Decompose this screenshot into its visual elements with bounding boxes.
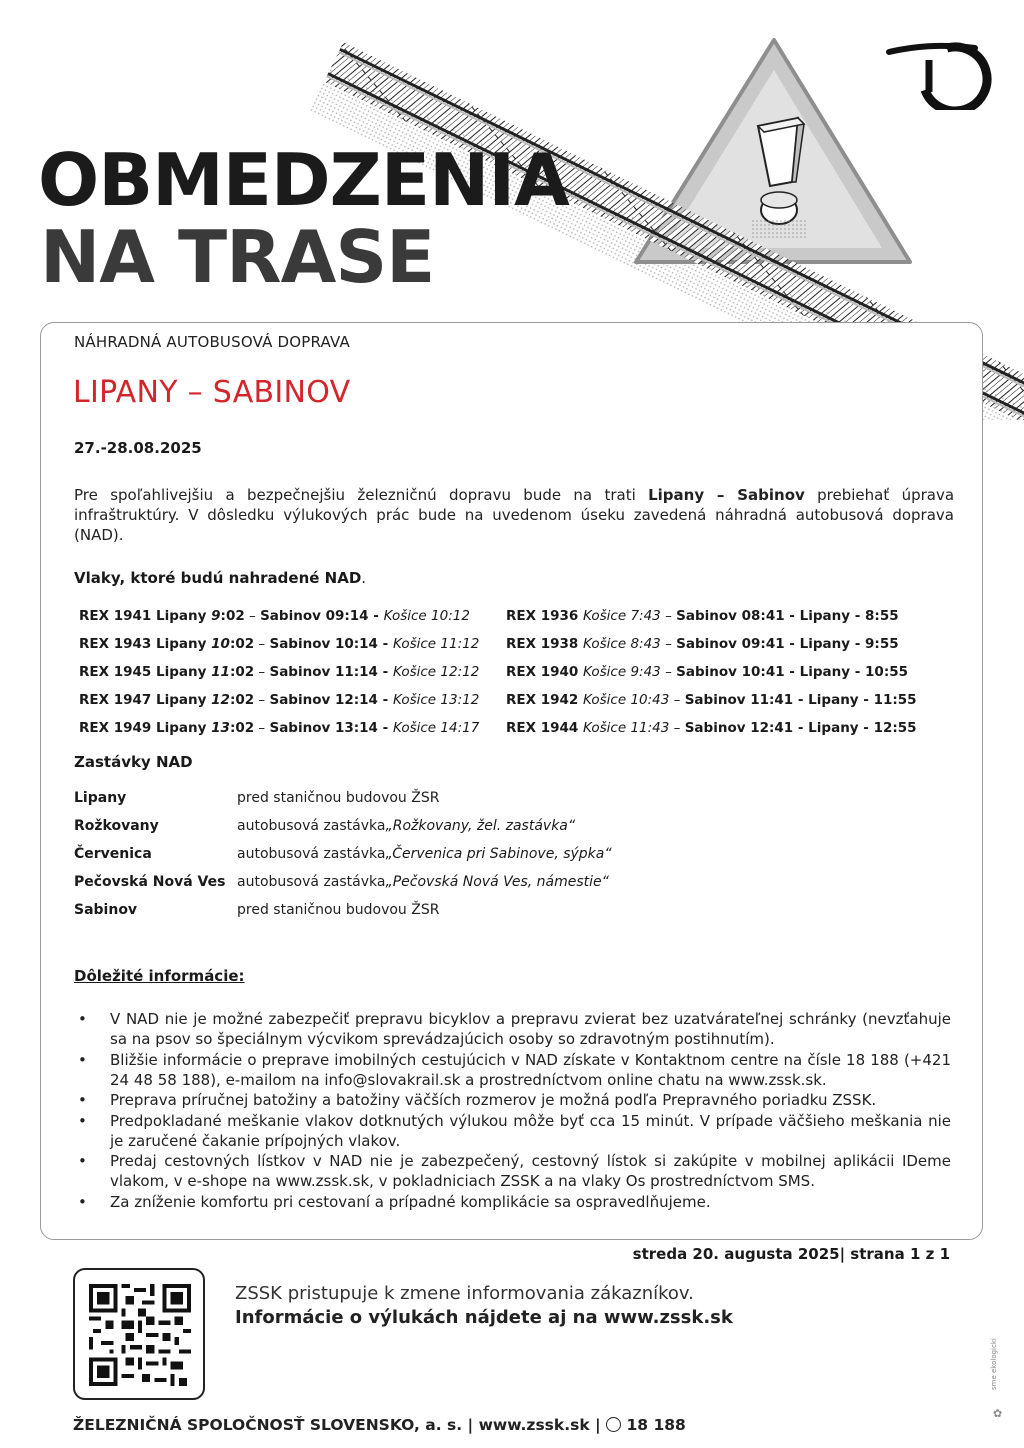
train-row [79,605,479,633]
train-sep: – [254,636,270,652]
stops-list [74,787,612,927]
info-item: • Predaj cestovných lístkov v NAD nie je zabezpečený, cestovný lístok si zakúpite v mobilnej aplikácii IDeme vlakom, v e-shope na www.zssk.sk, v pokladniciach ZSSK a na vlaky Os prostredníctvom SMS. [74,1151,951,1191]
train-kosice: Košice 13:12 [392,692,480,708]
qr-frame [73,1268,205,1400]
train-dash: - [377,636,393,652]
intro-route: Lipany – Sabinov [648,486,805,504]
page-title-line1: OBMEDZENIA [38,138,569,222]
train-row [506,689,917,717]
train-stop: Sabinov 09:14 [260,608,369,624]
train-row [506,717,917,745]
train-rest: Sabinov 09:41 - Lipany - 9:55 [676,636,899,652]
train-row [506,605,917,633]
train-stop: Sabinov 12:14 [269,692,378,708]
page-title-line2: NA TRASE [40,215,435,299]
zssk-logo-icon [885,30,995,110]
train-stop: Sabinov 13:14 [269,720,378,736]
train-dash: - [377,664,393,680]
stop-desc: pred staničnou budovou ŽSR [237,790,440,806]
notice-line1: ZSSK pristupuje k zmene informovania zákazníkov. [235,1283,694,1304]
train-number: REX 1944 [506,720,579,736]
trains-right-list [506,605,917,745]
train-row [506,661,917,689]
train-number: REX 1943 [79,636,152,652]
train-kosice: Košice 9:43 [583,664,661,680]
train-kosice: Košice 10:12 [383,608,470,624]
train-number: REX 1940 [506,664,579,680]
train-origin-hour: 12 [211,692,230,708]
date-page-label: streda 20. augusta 2025| strana 1 z 1 [632,1245,950,1263]
train-origin: Lipany [156,664,207,680]
train-number: REX 1947 [79,692,152,708]
train-origin-hour: 11 [211,664,230,680]
train-origin-min: :02 [229,720,255,736]
train-origin: Lipany [156,720,207,736]
closure-dates: 27.-28.08.2025 [74,439,202,457]
train-origin-hour: 13 [211,720,230,736]
stop-name: Rožkovany [74,818,159,834]
train-kosice: Košice 10:43 [583,692,670,708]
stop-row [74,787,612,815]
train-origin-hour: 10 [211,636,230,652]
info-item: • Bližšie informácie o preprave imobilných cestujúcich v NAD získate v Kontaktnom centre na čísle 18 188 (+421 24 48 58 188), e-mailom na info@slovakrail.sk a prostredníctvom online chatu na www.zssk.sk. [74,1050,951,1090]
intro-paragraph [74,485,954,545]
train-sep: – [660,636,677,652]
train-rest: Sabinov 08:41 - Lipany - 8:55 [676,608,899,624]
train-origin: Lipany [156,608,207,624]
stop-name: Červenica [74,846,152,862]
stop-desc: autobusová zastávka [237,818,386,834]
train-kosice: Košice 11:43 [583,720,670,736]
train-dash: - [377,720,393,736]
info-item: • Predpokladané meškanie vlakov dotknutých výlukou môže byť cca 15 minút. V prípade väčšieho meškania nie je zaručené čakanie prípojných vlakov. [74,1111,951,1151]
train-row [79,633,479,661]
train-origin-min: :02 [229,664,255,680]
train-stop: Sabinov 11:14 [269,664,378,680]
stop-desc: autobusová zastávka [237,846,386,862]
train-origin-min: :02 [229,692,255,708]
train-dash: - [368,608,384,624]
train-number: REX 1938 [506,636,579,652]
info-list [74,1009,951,1212]
train-kosice: Košice 7:43 [583,608,661,624]
eco-label: sme ekologickí [990,1338,998,1390]
info-card [40,322,983,1240]
train-sep: – [244,608,261,624]
train-sep: – [669,720,685,736]
stop-row [74,815,612,843]
stop-row [74,899,612,927]
train-rest: Sabinov 10:41 - Lipany - 10:55 [676,664,908,680]
info-heading: Dôležité informácie: [74,967,245,985]
train-sep: – [254,720,270,736]
train-origin-min: :02 [229,636,255,652]
stops-heading: Zastávky NAD [74,753,193,771]
train-number: REX 1945 [79,664,152,680]
train-sep: – [254,692,270,708]
stop-desc: pred staničnou budovou ŽSR [237,902,440,918]
train-rest: Sabinov 11:41 - Lipany - 11:55 [684,692,917,708]
train-dash: - [377,692,393,708]
train-sep: – [660,664,677,680]
train-row [79,717,479,745]
stop-quote: „Červenica pri Sabinove, sýpka“ [385,846,612,862]
stop-row [74,843,612,871]
train-number: REX 1942 [506,692,579,708]
train-sep: – [669,692,685,708]
stop-quote: „Rožkovany, žel. zastávka“ [385,818,576,834]
train-origin: Lipany [156,636,207,652]
train-row [79,661,479,689]
stop-name: Lipany [74,790,127,806]
trains-heading-dot: . [361,569,367,587]
stop-quote: „Pečovská Nová Ves, námestie“ [385,874,609,890]
phone-icon [606,1417,621,1432]
company-line: ŽELEZNIČNÁ SPOLOČNOSŤ SLOVENSKO, a. s. | www.zssk.sk | [73,1416,607,1434]
train-number: REX 1936 [506,608,579,624]
train-number: REX 1949 [79,720,152,736]
intro-text-1: Pre spoľahlivejšiu a bezpečnejšiu železničnú dopravu bude na trati [74,486,649,504]
notice-line2: Informácie o výlukách nájdete aj na www.zssk.sk [235,1307,733,1328]
train-stop: Sabinov 10:14 [269,636,378,652]
eco-leaf-icon: ✿ [993,1407,1003,1420]
train-origin: Lipany [156,692,207,708]
train-sep: – [254,664,270,680]
stop-name: Pečovská Nová Ves [74,874,226,890]
trains-heading-text: Vlaky, ktoré budú nahradené NAD [74,569,362,587]
intro-text-2: prebiehať úprava infraštruktúry. V dôsledku výlukových prác bude na uvedenom úseku zavedená náhradná autobusová doprava (NAD). [74,486,955,544]
stop-desc: autobusová zastávka [237,874,386,890]
card-subtitle: NÁHRADNÁ AUTOBUSOVÁ DOPRAVA [74,333,350,351]
train-row [506,633,917,661]
company-phone: 18 188 [621,1416,686,1434]
train-kosice: Košice 12:12 [392,664,480,680]
train-kosice: Košice 8:43 [583,636,661,652]
train-sep: – [660,608,677,624]
train-kosice: Košice 14:17 [392,720,480,736]
trains-left-list [79,605,479,745]
train-row [79,689,479,717]
info-item: • Za zníženie komfortu pri cestovaní a prípadné komplikácie sa ospravedlňujeme. [74,1192,951,1212]
trains-heading [74,569,366,587]
stop-name: Sabinov [74,902,138,918]
train-origin-hour: 9 [211,608,221,624]
train-origin-min: :02 [220,608,245,624]
train-rest: Sabinov 12:41 - Lipany - 12:55 [684,720,917,736]
company-footer [73,1416,686,1434]
train-number: REX 1941 [79,608,152,624]
info-item: • V NAD nie je možné zabezpečiť prepravu bicyklov a prepravu zvierat bez uzatvárateľnej schránky (nevzťahuje sa na psov so špeciálnym výcvikom sprevádzajúcich osoby so zdravotným postihnutím). [74,1009,951,1049]
route-title: LIPANY – SABINOV [73,375,351,410]
train-kosice: Košice 11:12 [392,636,480,652]
qr-code-icon [89,1284,191,1386]
stop-row [74,871,612,899]
info-item: • Preprava príručnej batožiny a batožiny väčších rozmerov je možná podľa Prepravného poriadku ZSSK. [74,1090,951,1110]
